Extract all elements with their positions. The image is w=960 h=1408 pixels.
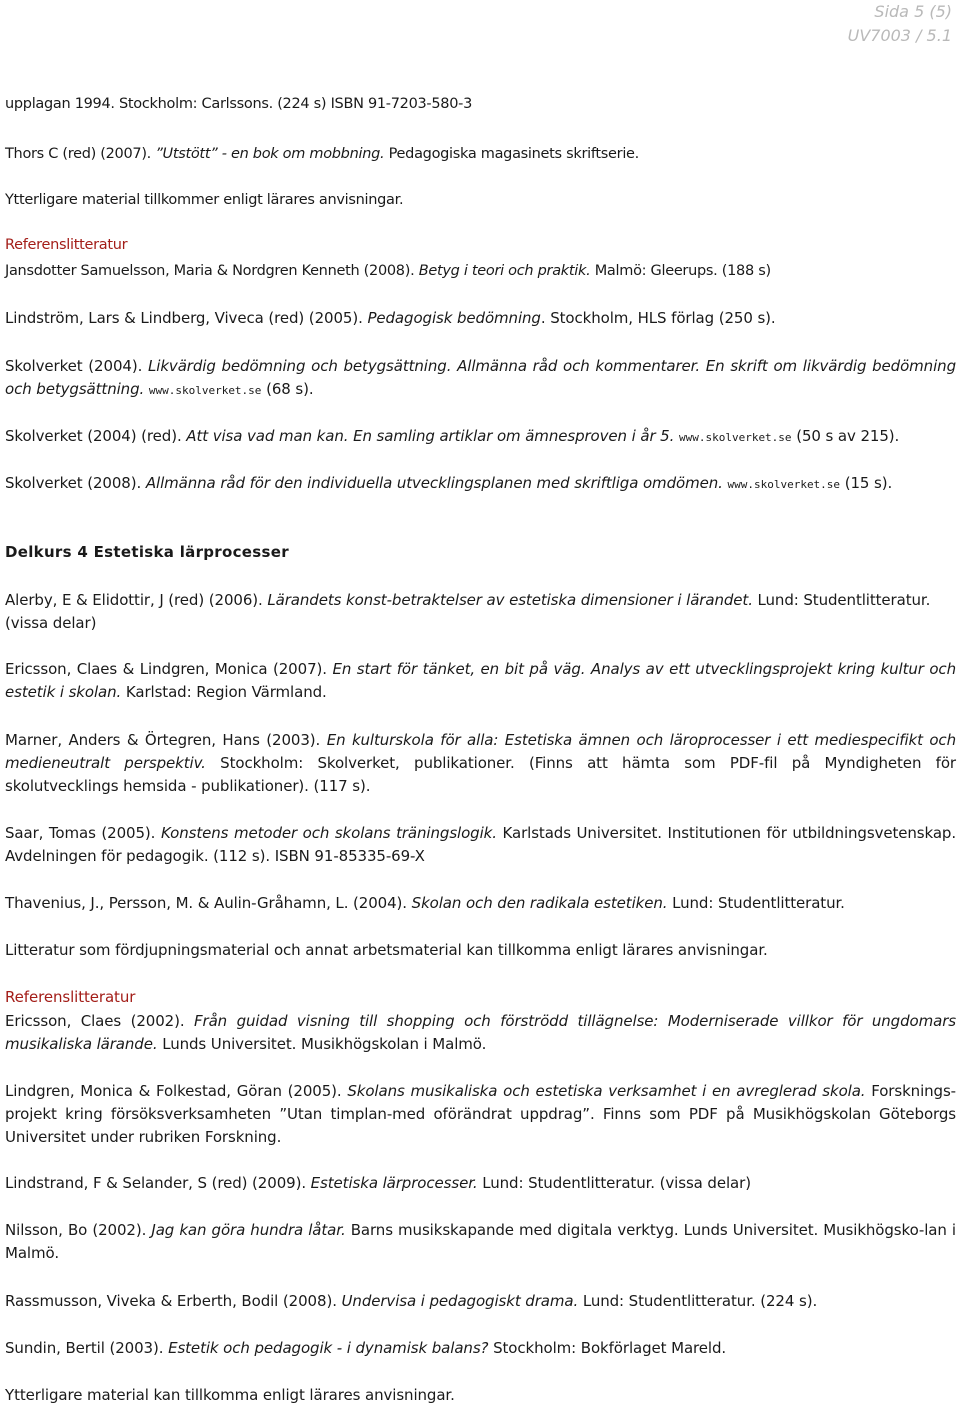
italic-title: Skolan och den radikala estetiken. [411,894,668,912]
text-run: Delkurs 4 Estetiska lärprocesser [5,543,289,561]
italic-title: Estetik och pedagogik - i dynamisk balans? [168,1339,489,1357]
url-text: www.skolverket.se [148,384,262,397]
italic-title: ”Utstött” - en bok om mobbning. [155,146,385,162]
italic-title: En start för tänket, en bit på väg. Analys av ett utvecklingsprojekt kring kultur och estetik i skolan. [5,660,956,701]
reference-entry [5,1337,956,1360]
reference-entry [5,892,956,915]
note-text [5,1384,956,1407]
reference-entry [5,93,956,116]
text-run: Ericsson, Claes & Lindgren, Monica (2007). [5,660,333,678]
text-run: Stockholm: Skolverket, publikationer. (Finns att hämta som PDF-fil på Myndigheten för skolutvecklings hemsida - publikationer). (117 s). [5,754,956,795]
italic-title: Lärandets konst-betraktelser av estetiska dimensioner i lärandet. [267,591,753,609]
url-text: www.skolverket.se [678,431,792,444]
italic-title: Likvärdig bedömning och betygsättning. Allmänna råd och kommentarer. En skrift om likvärdig bedömning och betygsättning. [5,357,956,398]
text-run: Referenslitteratur [5,988,136,1006]
reference-entry [5,1010,956,1056]
italic-title: Från guidad visning till shopping och förströdd tillägnelse: Moderniserade villkor för ungdomars musikaliska lärande. [5,1012,956,1053]
text-run: Ytterligare material tillkommer enligt lärares anvisningar. [5,192,404,208]
text-run: Alerby, E & Elidottir, J (red) (2006). [5,591,268,609]
text-run: Ericsson, Claes (2002). [5,1012,194,1030]
text-run: Ytterligare material kan tillkomma enligt lärares anvisningar. [5,1386,455,1404]
italic-title: Att visa vad man kan. En samling artiklar om ämnesproven i år 5. [186,427,675,445]
reference-entry [5,143,956,166]
url-text: www.skolverket.se [727,478,841,491]
reference-entry [5,1172,956,1195]
text-run: (68 s). [261,380,314,398]
text-run: Pedagogiska magasinets skriftserie. [384,146,639,162]
document-code: UV7003 / 5.1 [847,26,952,45]
reference-entry [5,1080,956,1149]
text-run: Stockholm: Bokförlaget Mareld. [488,1339,727,1357]
text-run: Barns musikskapande med digitala verktyg. Lunds Universitet. Musikhögsko-lan i Malmö. [5,1221,956,1262]
text-run: Saar, Tomas (2005). [5,824,161,842]
reference-entry [5,307,956,330]
italic-title: Betyg i teori och praktik. [418,263,591,279]
text-run: Referenslitteratur [5,237,128,253]
text-run: (50 s av 215). [791,427,900,445]
section-heading [5,541,956,564]
text-run: Lindgren, Monica & Folkestad, Göran (2005). [5,1082,348,1100]
text-run: Karlstad: Region Värmland. [121,683,327,701]
italic-title: Konstens metoder och skolans träningslogik. [160,824,497,842]
page-header [848,0,952,48]
text-run: Lund: Studentlitteratur. (224 s). [578,1292,818,1310]
italic-title: Jag kan göra hundra låtar. [151,1221,346,1239]
reference-entry [5,472,956,496]
text-run: Lindstrand, F & Selander, S (red) (2009). [5,1174,311,1192]
italic-title: Estetiska lärprocesser. [310,1174,478,1192]
text-run: Jansdotter Samuelsson, Maria & Nordgren Kenneth (2008). [5,263,419,279]
text-run: Lunds Universitet. Musikhögskolan i Malmö. [157,1035,487,1053]
text-run: Nilsson, Bo (2002). [5,1221,152,1239]
reference-entry [5,1219,956,1265]
text-run: Lund: Studentlitteratur. (vissa delar) [5,591,931,632]
text-run: Skolverket (2004) (red). [5,427,187,445]
reference-entry [5,1290,956,1313]
text-run: Lund: Studentlitteratur. [667,894,845,912]
text-run: Forsknings-projekt kring försöksverksamheten ”Utan timplan-med oförändrat uppdrag”. Finns som PDF på Musikhögskolan Göteborgs Universitet under rubriken Forskning. [5,1082,956,1146]
text-run: Skolverket (2004). [5,357,148,375]
page-number: Sida 5 (5) [874,2,952,21]
text-run: Marner, Anders & Örtegren, Hans (2003). [5,731,327,749]
text-run: Skolverket (2008). [5,474,146,492]
section-label-referenslitteratur [5,234,956,257]
italic-title: Pedagogisk bedömning [367,309,541,327]
reference-entry [5,425,956,449]
note-text [5,939,956,962]
section-label-referenslitteratur [5,986,956,1009]
italic-title: En kulturskola för alla: Estetiska ämnen och läroprocesser i ett mediespecifikt och medieneutralt perspektiv. [5,731,956,772]
reference-entry [5,822,956,868]
reference-entry [5,729,956,798]
text-run: Malmö: Gleerups. (188 s) [590,263,771,279]
text-run: upplagan 1994. Stockholm: Carlssons. (224 s) ISBN 91-7203-580-3 [5,96,472,112]
text-run: . Stockholm, HLS förlag (250 s). [540,309,776,327]
text-run: Litteratur som fördjupningsmaterial och annat arbetsmaterial kan tillkomma enligt lärares anvisningar. [5,941,768,959]
text-run: Sundin, Bertil (2003). [5,1339,169,1357]
reference-entry [5,658,956,704]
text-run: Thors C (red) (2007). [5,146,156,162]
reference-entry [5,589,956,635]
note-text [5,189,956,212]
text-run: Thavenius, J., Persson, M. & Aulin-Gråhamn, L. (2004). [5,894,412,912]
italic-title: Skolans musikaliska och estetiska verksamhet i en avreglerad skola. [347,1082,866,1100]
text-run: Lund: Studentlitteratur. (vissa delar) [477,1174,751,1192]
italic-title: Allmänna råd för den individuella utvecklingsplanen med skriftliga omdömen. [145,474,723,492]
reference-entry [5,260,956,283]
text-run: Lindström, Lars & Lindberg, Viveca (red) (2005). [5,309,368,327]
reference-entry [5,355,956,402]
text-run: Rassmusson, Viveka & Erberth, Bodil (2008). [5,1292,342,1310]
text-run: Karlstads Universitet. Institutionen för utbildningsvetenskap. Avdelningen för pedagogik. (112 s). ISBN 91-85335-69-X [5,824,957,865]
text-run: (15 s). [840,474,893,492]
italic-title: Undervisa i pedagogiskt drama. [341,1292,579,1310]
